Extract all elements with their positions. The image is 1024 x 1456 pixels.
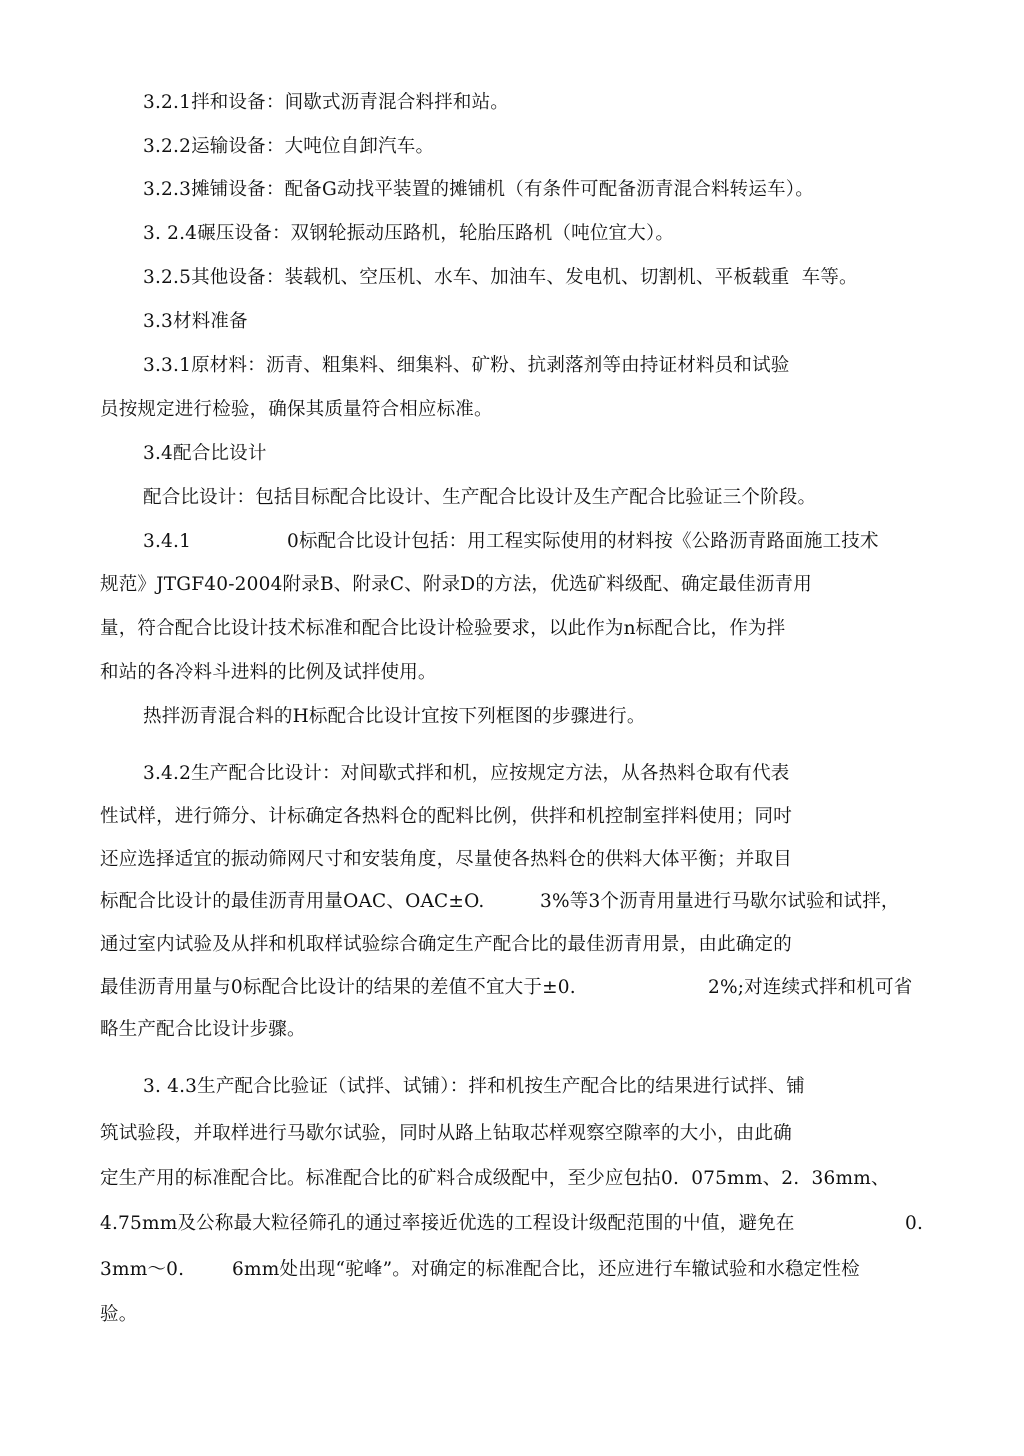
- section-heading: 3.3材料准备: [143, 311, 248, 332]
- text-line: 3.2.3摊铺设备：配备G动找平装置的摊铺机（有条件可配备沥青混合料转运车）。: [143, 179, 814, 200]
- text-line: 6mm处出现“驼峰”。对确定的标准配合比，还应进行车辙试验和水稳定性检: [232, 1259, 860, 1280]
- text-line: 最佳沥青用量与0标配合比设计的结果的差值不宜大于±0.: [100, 977, 576, 998]
- text-line: 略生产配合比设计步骤。: [100, 1019, 306, 1040]
- text-line: 3.2.1拌和设备：间歇式沥青混合料拌和站。: [143, 92, 509, 113]
- text-line: 4.75mm及公称最大粒径筛孔的通过率接近优选的工程设计级配范围的屮值，避免在: [100, 1213, 795, 1234]
- text-line: 性试样，进行筛分、计标确定各热料仓的配料比例，供拌和机控制室拌料使用；同吋: [100, 806, 792, 827]
- text-line: 还应选择适宜的振动筛网尺寸和安装角度，尽量使各热料仓的供料大体平衡；并取目: [100, 849, 792, 870]
- text-line: 标配合比设计的最佳沥青用量OAC、OAC±O.: [100, 891, 485, 912]
- text-line: 3mm～0.: [100, 1259, 185, 1280]
- text-line: 3%等3个沥青用量进行马歇尔试验和试拌，: [540, 891, 900, 912]
- text-line: 0.: [905, 1213, 924, 1234]
- text-line: 定生产用的标准配合比。标准配合比的矿料合成级配中，至少应包拈0. 075mm、2. 36mm、: [100, 1168, 890, 1189]
- text-line: 3. 4.3生产配合比验证（试拌、试铺）：拌和机按生产配合比的结果进行试拌、铺: [143, 1076, 806, 1097]
- section-heading: 3.4配合比设计: [143, 443, 267, 464]
- text-line: 量，符合配合比设计技术标准和配合比设计检验要求，以此作为n标配合比，作为拌: [100, 618, 786, 639]
- text-line: 规范》JTGF40-2004附录B、附录C、附录D的方法，优选矿料级配、确定最佳沥青用: [100, 574, 812, 595]
- text-line: 和站的各冷料斗进料的比例及试拌使用。: [100, 662, 437, 683]
- text-line: 3.2.5其他设备：装载机、空压机、水车、加油车、发电机、切割机、平板载重 车等。: [143, 267, 858, 288]
- text-line: 员按规定进行检验，确保其质量符合相应标准。: [100, 399, 493, 420]
- text-line: 3.4.1: [143, 531, 192, 552]
- text-line: 3. 2.4碾压设备：双钢轮振动压路机，轮胎压路机（吨位宜大）。: [143, 223, 675, 244]
- text-line: 通过室内试验及从拌和机取样试验综合确定生产配合比的最佳沥青用景，由此确定的: [100, 934, 792, 955]
- text-line: 筑试验段，并取样进行马歇尔试验，同时从路上钻取芯样观察空隙率的大小，由此确: [100, 1123, 792, 1144]
- text-line: 配合比设计：包括目标配合比设计、生产配合比设计及生产配合比验证三个阶段。: [143, 487, 817, 508]
- text-line: 热拌沥青混合料的H标配合比设计宜按下列框图的步骤进行。: [143, 706, 646, 727]
- text-line: 3.4.2生产配合比设计：对间歇式拌和机，应按规定方法，从各热料仓取有代表: [143, 763, 790, 784]
- text-line: 3.3.1原材料：沥青、粗集料、细集料、矿粉、抗剥落剂等由持证材料员和试验: [143, 355, 790, 376]
- text-line: 0标配合比设计包括：用工程实际使用的材料按《公路沥青路面施工技术: [287, 531, 879, 552]
- text-line: 3.2.2运输设备：大吨位自卸汽车。: [143, 136, 435, 157]
- text-line: 验。: [100, 1304, 138, 1325]
- text-line: 2%;对连续式拌和机可省: [708, 977, 913, 998]
